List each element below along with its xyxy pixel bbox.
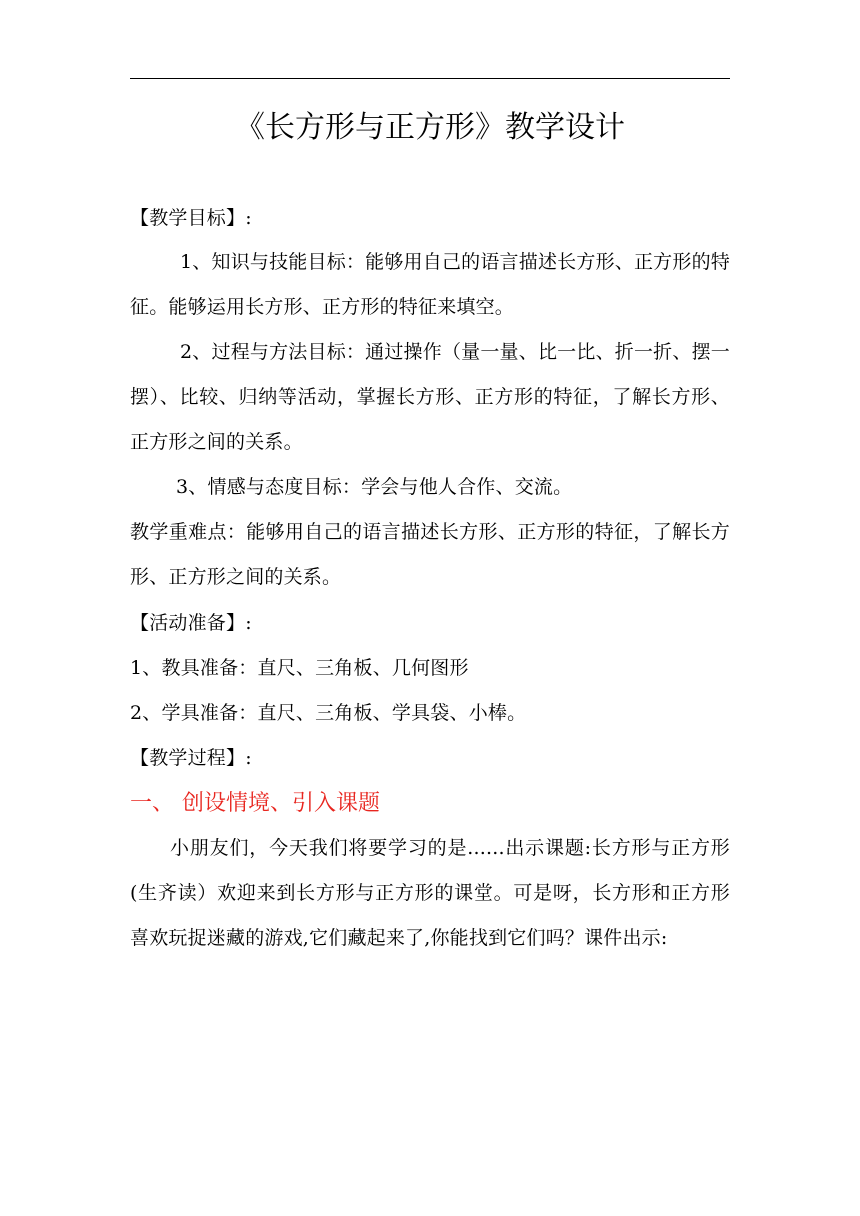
goal-knowledge-skills: 1、知识与技能目标：能够用自己的语言描述长方形、正方形的特征。能够运用长方形、正方形的特征来填空。 [130, 251, 730, 318]
document-title: 《长方形与正方形》教学设计 [235, 110, 625, 145]
process-label: 【教学过程】: [130, 747, 252, 769]
key-points-paragraph: 教学重难点：能够用自己的语言描述长方形、正方形的特征，了解长方形、正方形之间的关系。 [130, 521, 730, 588]
section-heading-number: 一、 [130, 791, 175, 816]
preparation-label: 【活动准备】: [130, 612, 252, 634]
header-rule [130, 78, 730, 79]
section-heading-1 [130, 784, 730, 824]
goal-process-method: 2、过程与方法目标：通过操作（量一量、比一比、折一折、摆一摆）、比较、归纳等活动，掌握长方形、正方形的特征，了解长方形、正方形之间的关系。 [130, 341, 730, 453]
goal-emotion-attitude: 3、情感与态度目标：学会与他人合作、交流。 [176, 476, 573, 498]
intro-paragraph: 小朋友们，今天我们将要学习的是......出示课题:长方形与正方形(生齐读）欢迎来到长方形与正方形的课堂。可是呀，长方形和正方形喜欢玩捉迷藏的游戏,它们藏起来了,你能找到它们吗？课件出示: [130, 837, 730, 949]
teaching-aids-item: 1、教具准备：直尺、三角板、几何图形 [130, 657, 469, 679]
student-aids-item: 2、学具准备：直尺、三角板、学具袋、小棒。 [130, 702, 527, 724]
teaching-goals-label: 【教学目标】: [130, 207, 252, 229]
section-heading-title: 创设情境、引入课题 [182, 791, 381, 816]
